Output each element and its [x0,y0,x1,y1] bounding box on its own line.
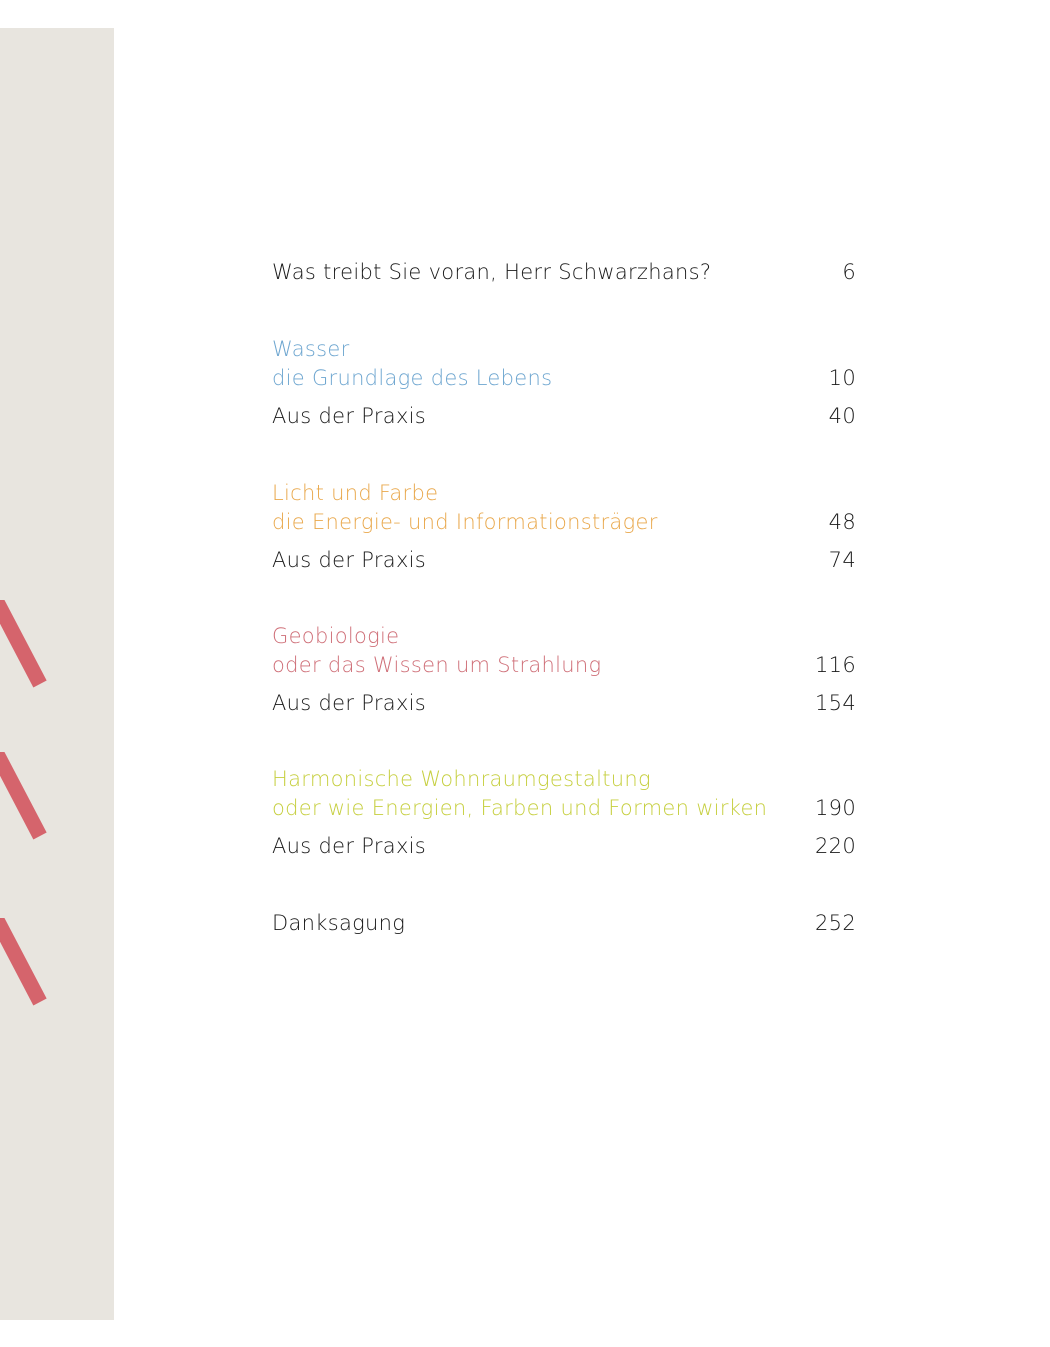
toc-entry-page: 40 [828,404,856,428]
toc-section-licht [272,479,856,575]
decorative-stripe [0,752,60,862]
section-subheading: oder das Wissen um Strahlung [272,653,602,677]
section-subheading: die Grundlage des Lebens [272,366,553,390]
toc-entry-title: Aus der Praxis [272,404,427,428]
section-heading: Licht und Farbe [272,481,439,505]
toc-entry-danksagung [272,909,856,938]
toc-entry-title: Was treibt Sie voran, Herr Schwarzhans? [272,260,712,284]
toc-entry-page: 6 [842,260,856,284]
decorative-stripe [0,600,60,710]
toc-section-harmonie [272,765,856,861]
section-subheading: oder wie Energien, Farben und Formen wirken [272,796,768,820]
section-page: 10 [828,366,856,390]
section-heading: Geobiologie [272,624,400,648]
section-page: 48 [828,510,856,534]
toc-entry-page: 74 [828,548,856,572]
section-page: 116 [815,653,856,677]
section-heading: Harmonische Wohnraumgestaltung [272,767,651,791]
section-subheading: die Energie- und Informationsträger [272,510,658,534]
toc-entry-title: Danksagung [272,911,406,935]
section-heading: Wasser [272,337,350,361]
toc-entry-page: 220 [815,834,856,858]
section-page: 190 [815,796,856,820]
toc-entry-title: Aus der Praxis [272,691,427,715]
toc-section-wasser [272,335,856,431]
toc-entry-intro [272,258,856,287]
toc-entry-title: Aus der Praxis [272,548,427,572]
toc-entry-title: Aus der Praxis [272,834,427,858]
decorative-stripe [0,918,60,1028]
toc-section-geobiologie [272,622,856,718]
toc-entry-page: 154 [815,691,856,715]
toc-entry-page: 252 [815,911,856,935]
